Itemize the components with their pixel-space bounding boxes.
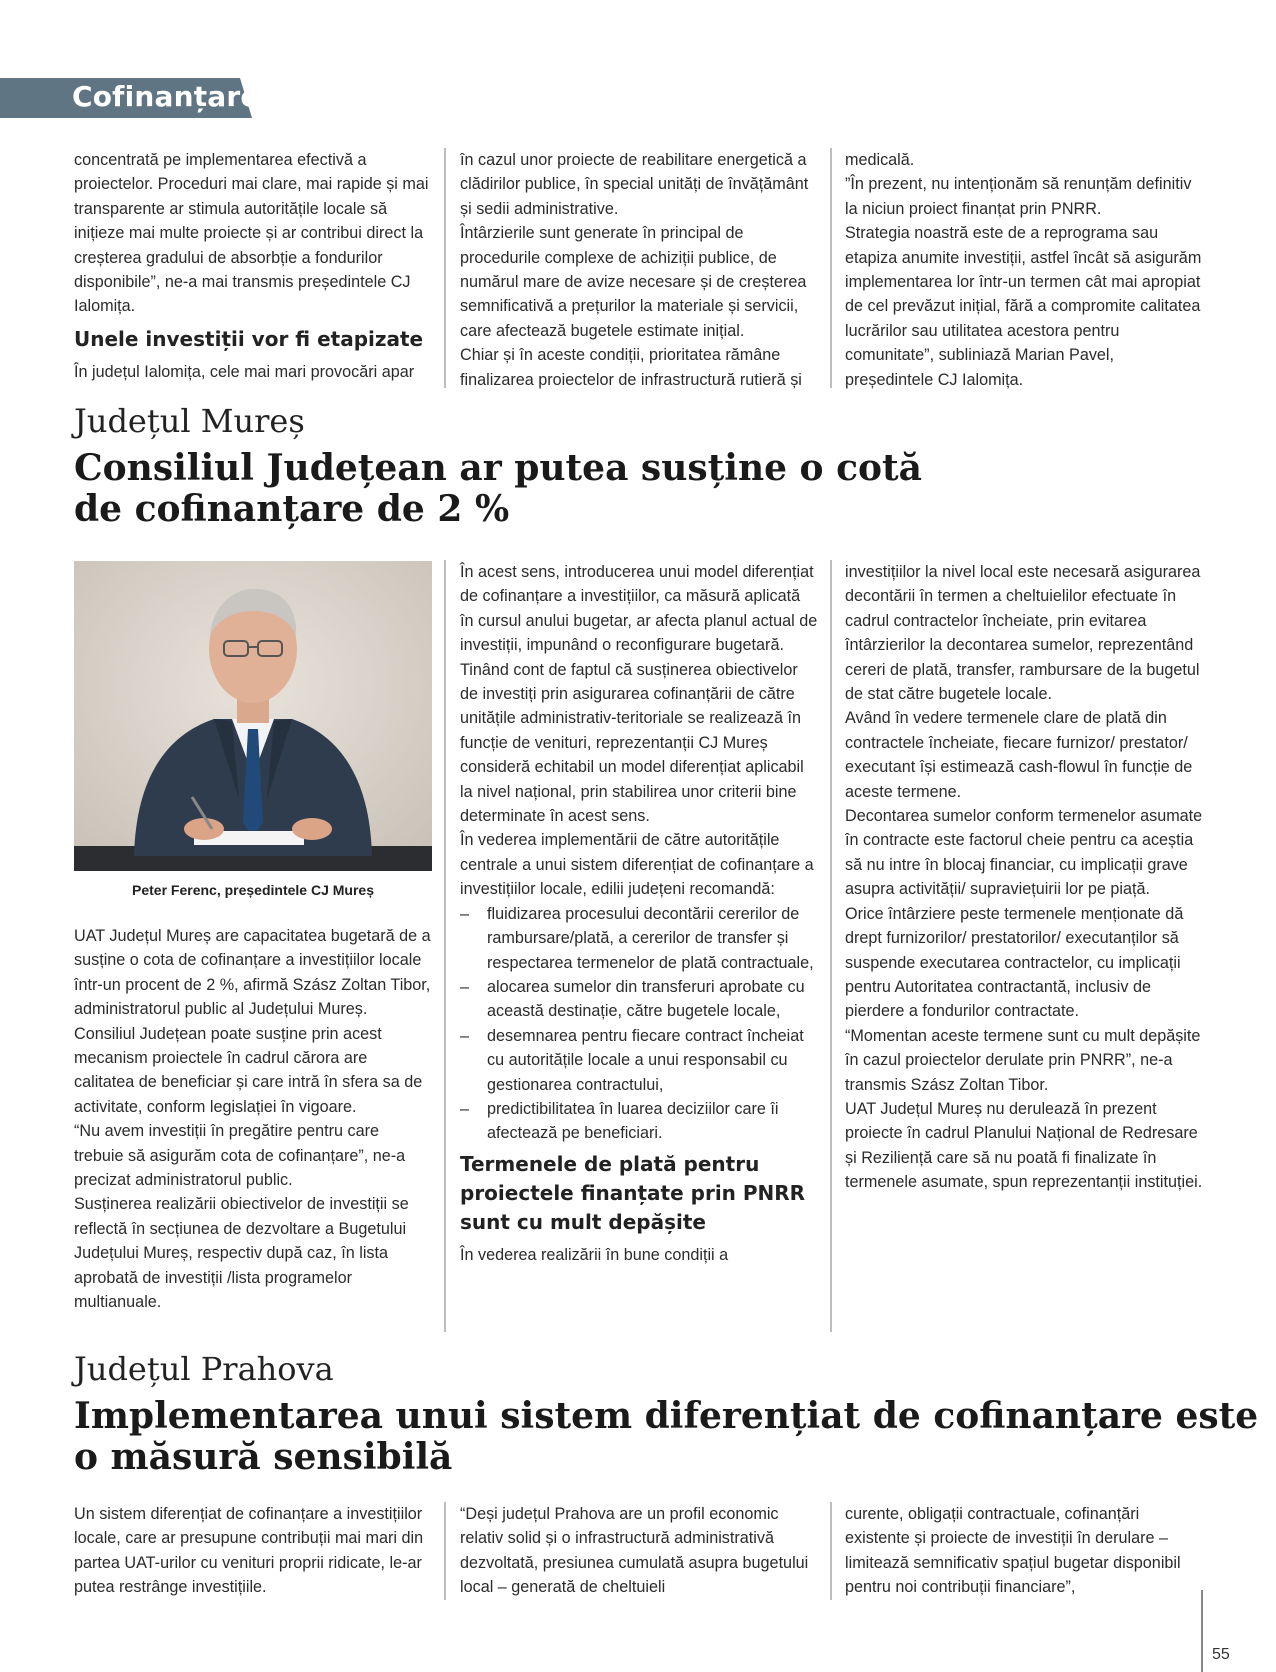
paragraph: “Nu avem investiții în pregătire pentru care trebuie să asigurăm cota de cofinanțare”, ne-a precizat administratorul public.: [74, 1122, 406, 1190]
paragraph: Decontarea sumelor conform termenelor asumate în contracte este factorul cheie pentru ca aceștia să nu intre în blocaj financiar, cu implicații grave asupra activității/ supraviețuirii lor pe piață.: [845, 807, 1203, 899]
paragraph: UAT Județul Mureș nu derulează în prezent proiecte în cadrul Planului Național de Redresare și Reziliență care să nu poată fi finalizate în termenele asumate, spun reprezentanții instituției.: [845, 1099, 1203, 1192]
list-item: – fluidizarea procesului decontării cererilor de rambursare/plată, a cererilor de transfer și respectarea termenelor de plată contractuale,: [460, 902, 818, 975]
mures-col-1: [74, 924, 432, 1315]
paragraph: Susținerea realizării obiectivelor de investiții se reflectă în secțiunea de dezvoltare a Bugetului Județului Mureș, respectiv după caz, în lista aprobată de investiții /lista programelor multianuale.: [74, 1195, 409, 1312]
paragraph: ”În prezent, nu intenționăm să renunțăm definitiv la niciun proiect finanțat prin PNRR.: [845, 175, 1192, 218]
paragraph: UAT Județul Mureș are capacitatea bugetară de a susține o cota de cofinanțare a investițiilor locale într-un procent de 2 %, afirmă Szász Zoltan Tibor, administratorul public al Județului Mureș.: [74, 927, 431, 1019]
column-divider: [444, 148, 446, 388]
paragraph: concentrată pe implementarea efectivă a proiectelor. Proceduri mai clare, mai rapide și mai transparente ar stimula autoritățile locale să inițieze mai multe proiecte și ar contribui direct la creșterea gradului de absorbție a fondurilor disponibile”, ne-a mai transmis președintele CJ Ialomița.: [74, 151, 429, 316]
headline-mures: [74, 448, 922, 530]
paragraph: Întârzierile sunt generate în principal de procedurile complexe de achiziții publice, de numărul mare de avize necesare și de creșterea semnificativă a prețurilor la materiale și servicii, care afectează bugetele estimate inițial.: [460, 224, 807, 340]
mures-col-3: [845, 560, 1205, 1195]
portrait-photo: [74, 561, 432, 871]
prahova-col-3: [845, 1502, 1205, 1600]
paragraph: Orice întârziere peste termenele menționate dă drept furnizorilor/ prestatorilor/ executanților să suspende executarea contractelor, cu implicații pentru Autoritatea contractantă, inclusiv de pierdere a fondurilor contractate.: [845, 904, 1184, 1021]
prahova-col-2: [460, 1502, 818, 1600]
column-divider: [444, 560, 446, 1332]
paragraph: Strategia noastră este de a reprograma sau etapiza anumite investiții, astfel încât să asigurăm implementarea lor într-un termen cât mai apropiat de cel prevăzut inițial, fără a compromite calitatea lucrărilor sau utilitatea acestora pentru comunitate”, subliniază Marian Pavel, președintele CJ Ialomița.: [845, 224, 1202, 389]
mures-col-2: [460, 560, 818, 1267]
paragraph: Chiar și în aceste condiții, prioritatea rămâne finalizarea proiectelor de infrastructură rutieră și: [460, 346, 802, 389]
top-col-2: [460, 148, 818, 392]
headline-line: Consiliul Județean ar putea susține o cotă: [74, 447, 922, 489]
paragraph: Consiliul Județean poate susține prin acest mecanism proiectele în cadrul cărora are calitatea de beneficiar și care intră în sfera sa de activitate, conform legislației în vigoare.: [74, 1024, 423, 1116]
county-title-mures: Județul Mureș: [74, 402, 305, 440]
list-item: – alocarea sumelor din transferuri aprobate cu această destinație, către bugetele locale,: [460, 975, 818, 1024]
paragraph: În vederea realizării în bune condiții a: [460, 1245, 729, 1264]
top-col-1: [74, 148, 432, 384]
recommendations-list: [460, 902, 818, 1146]
headline-line: de cofinanțare de 2 %: [74, 488, 510, 530]
subheading: Unele investiții vor fi etapizate: [74, 326, 424, 351]
column-divider: [830, 148, 832, 388]
section-label: Cofinanțare: [72, 80, 260, 113]
prahova-col-1: [74, 1502, 432, 1600]
paragraph: “Momentan aceste termene sunt cu mult depășite în cazul proiectelor derulate prin PNRR”, ne-a transmis Szász Zoltan Tibor.: [845, 1026, 1201, 1094]
page-number: 55: [1212, 1646, 1230, 1663]
paragraph: medicală.: [845, 151, 915, 169]
photo-caption: Peter Ferenc, președintele CJ Mureș: [132, 882, 374, 898]
column-divider: [444, 1502, 446, 1600]
column-divider: [830, 1502, 832, 1600]
paragraph: Un sistem diferențiat de cofinanțare a investițiilor locale, care ar presupune contribuții mai mari din partea UAT-urilor cu venituri proprii ridicate, le-ar putea restrânge investițiile.: [74, 1505, 424, 1597]
paragraph: Având în vedere termenele clare de plată din contractele încheiate, fiecare furnizor/ prestator/ executant își estimează cash-flowul în funcție de aceste termene.: [845, 709, 1193, 801]
paragraph: Tinând cont de faptul că susținerea obiectivelor de investiți prin asigurarea cofinanțării de către unitățile administrativ-teritoriale se realizează în funcție de venituri, reprezentanții CJ Mureș consideră echitabil un model diferențiat aplicabil la nivel național, prin stabilirea unor criterii bine determinate în acest sens.: [460, 660, 804, 826]
subheading: Termenele de plată pentru proiectele finanțate prin PNRR sunt cu mult depășite: [460, 1151, 806, 1234]
paragraph: În județul Ialomița, cele mai mari provocări apar: [74, 362, 415, 381]
column-divider: [830, 560, 832, 1332]
headline-line: Implementarea unui sistem diferențiat de cofinanțare este: [74, 1395, 1259, 1437]
paragraph: în cazul unor proiecte de reabilitare energetică a clădirilor publice, în special unități de învățământ și sedii administrative.: [460, 151, 809, 218]
paragraph: “Deși județul Prahova are un profil economic relativ solid și o infrastructură administrativă dezvoltată, presiunea cumulată asupra bugetului local – generată de cheltuieli: [460, 1505, 809, 1597]
paragraph: investițiilor la nivel local este necesară asigurarea decontării în termen a cheltuielilor efectuate în cadrul contractelor încheiate, prin evitarea întârzierilor la decontarea sumelor, reprezentând cereri de plată, transfer, rambursare de la bugetul de stat către bugetele locale.: [845, 563, 1201, 704]
page-number-rule: [1201, 1590, 1203, 1672]
top-col-3: [845, 148, 1205, 392]
county-title-prahova: Județul Prahova: [74, 1350, 334, 1388]
paragraph: curente, obligații contractuale, cofinanțări existente și proiecte de investiții în derulare – limitează semnificativ spațiul bugetar disponibil pentru noi contribuții financiare”,: [845, 1505, 1181, 1597]
headline-line: o măsură sensibilă: [74, 1436, 453, 1478]
headline-prahova: [74, 1396, 1258, 1478]
list-item: – predictibilitatea în luarea deciziilor care îi afectează pe beneficiari.: [460, 1097, 818, 1146]
paragraph: În acest sens, introducerea unui model diferențiat de cofinanțare a investițiilor, ca măsură aplicată în cursul anului bugetar, ar afecta planul actual de investiții, impunând o reconfigurare bugetară.: [460, 563, 818, 655]
paragraph: În vederea implementării de către autoritățile centrale a unui sistem diferențiat de cofinanțare a investițiilor locale, edilii județeni recomandă:: [460, 831, 814, 899]
list-item: – desemnarea pentru fiecare contract încheiat cu autoritățile locale a unui responsabil cu gestionarea contractului,: [460, 1024, 818, 1097]
